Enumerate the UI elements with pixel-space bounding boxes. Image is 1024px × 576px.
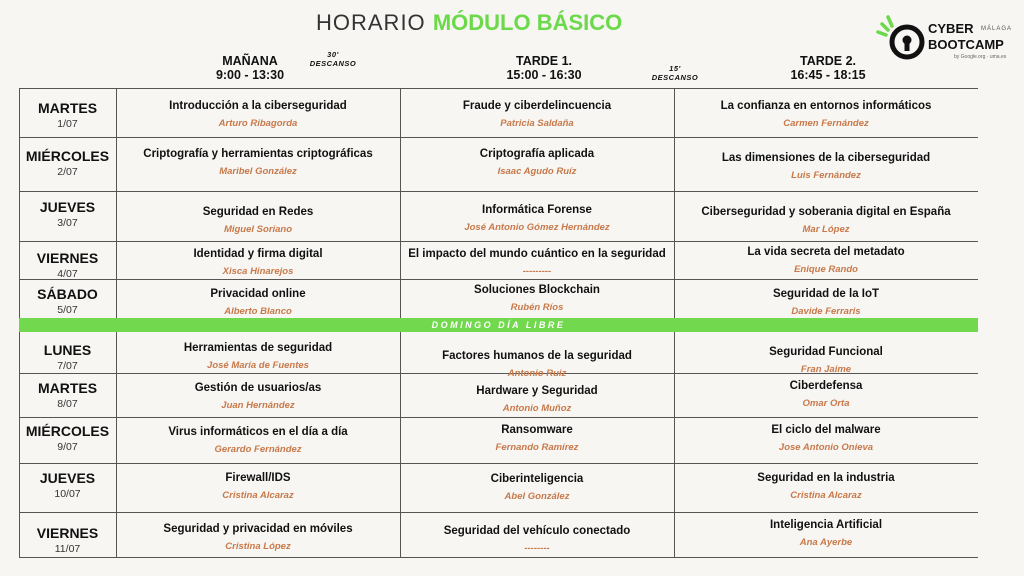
break-duration: 15': [669, 64, 681, 73]
session-title: Identidad y firma digital: [193, 248, 323, 260]
session-title: Introducción a la ciberseguridad: [169, 100, 347, 112]
session-speaker: Fran Jaime: [800, 364, 852, 375]
day-date: 8/07: [57, 398, 78, 410]
day-cell: [19, 148, 116, 178]
day-cell: [19, 250, 116, 280]
day-name: JUEVES: [39, 470, 96, 486]
session-title: La confianza en entornos informáticos: [720, 100, 932, 112]
day-cell: [19, 423, 116, 453]
day-cell: [19, 342, 116, 372]
session-cell: [116, 148, 400, 177]
session-title: Seguridad en Redes: [202, 206, 314, 218]
session-title: Firewall/IDS: [225, 472, 291, 484]
session-title: Seguridad del vehículo conectado: [443, 525, 631, 537]
session-cell: [674, 152, 978, 181]
session-cell: [674, 424, 978, 453]
table-row: [19, 418, 978, 464]
session-title: Seguridad en la industria: [757, 472, 895, 484]
session-cell: [674, 288, 978, 317]
break-duration: 30': [327, 50, 339, 59]
session-title: Criptografía y herramientas criptográficas: [143, 148, 373, 160]
day-cell: [19, 380, 116, 410]
session-title: El ciclo del malware: [771, 424, 881, 436]
session-title: Soluciones Blockchain: [474, 284, 600, 296]
day-name: MIÉRCOLES: [25, 148, 110, 164]
table-row: [19, 242, 978, 280]
session-cell: [400, 100, 674, 129]
session-speaker: Omar Orta: [802, 398, 850, 409]
logo-sponsors: by Google.org · uma.es: [954, 54, 1007, 60]
session-speaker: --------: [524, 543, 550, 554]
break-label: DESCANSO: [309, 59, 357, 68]
session-speaker: Cristina Alcaraz: [222, 490, 294, 501]
logo-line-cyber: CYBER: [928, 21, 974, 36]
session-cell: [116, 472, 400, 501]
session-cell: [400, 525, 674, 554]
session-speaker: Alberto Blanco: [224, 306, 292, 317]
day-date: 4/07: [57, 268, 78, 280]
day-date: 10/07: [54, 488, 81, 500]
morning-label: MAÑANA: [222, 54, 278, 68]
session-cell: [400, 148, 674, 177]
schedule-table: [19, 88, 978, 558]
break-label: DESCANSO: [651, 73, 699, 82]
afternoon2-hours: 16:45 - 18:15: [790, 68, 866, 82]
session-speaker: Xisca Hinarejos: [222, 266, 294, 277]
session-speaker: Juan Hernández: [221, 400, 295, 411]
afternoon2-label: TARDE 2.: [799, 54, 857, 68]
session-speaker: ---------: [522, 266, 552, 277]
day-date: 11/07: [54, 543, 81, 555]
session-speaker: Fernando Ramírez: [495, 442, 579, 453]
table-row: [19, 464, 978, 513]
session-speaker: Carmen Fernández: [783, 118, 869, 129]
session-cell: [116, 100, 400, 129]
session-speaker: Antonio Ruiz: [507, 368, 567, 379]
session-title: Factores humanos de la seguridad: [442, 350, 632, 362]
afternoon1-hours: 15:00 - 16:30: [506, 68, 582, 82]
session-cell: [674, 380, 978, 409]
title-module: MÓDULO BÁSICO: [432, 10, 623, 35]
session-speaker: Mar López: [802, 224, 850, 235]
session-title: Informática Forense: [482, 204, 592, 216]
session-cell: [674, 472, 978, 501]
session-title: Fraude y ciberdelincuencia: [462, 100, 612, 112]
session-cell: [400, 473, 674, 502]
session-title: Privacidad online: [210, 288, 306, 300]
session-speaker: Cristina Alcaraz: [790, 490, 862, 501]
session-title: Ciberdefensa: [789, 380, 863, 392]
session-speaker: Ana Ayerbe: [799, 537, 853, 548]
session-speaker: Maribel González: [219, 166, 297, 177]
day-name: LUNES: [43, 342, 92, 358]
day-name: MIÉRCOLES: [25, 423, 110, 439]
session-cell: [116, 342, 400, 371]
table-row: [19, 138, 978, 192]
day-name: SÁBADO: [37, 286, 98, 302]
table-row: [19, 334, 978, 379]
table-row: [19, 513, 978, 558]
session-speaker: Miguel Soriano: [223, 224, 293, 235]
session-cell: [674, 346, 978, 375]
table-row: [19, 192, 978, 242]
session-cell: [400, 385, 674, 414]
afternoon2-header: [774, 54, 882, 82]
day-date: 3/07: [57, 217, 78, 229]
session-speaker: Arturo Ribagorda: [218, 118, 298, 129]
table-row: [19, 280, 978, 318]
session-title: Inteligencia Artificial: [769, 519, 883, 531]
table-row: [19, 374, 978, 418]
session-cell: [116, 382, 400, 411]
session-title: El impacto del mundo cuántico en la seguridad: [408, 248, 666, 260]
session-title: Hardware y Seguridad: [476, 385, 598, 397]
table-row: [19, 88, 978, 138]
session-title: Ciberinteligencia: [490, 473, 584, 485]
session-title: Seguridad de la IoT: [772, 288, 880, 300]
session-cell: [400, 204, 674, 233]
day-name: VIERNES: [36, 525, 99, 541]
day-name: MARTES: [37, 380, 98, 396]
morning-break-note: [301, 50, 365, 68]
session-speaker: Isaac Agudo Ruíz: [497, 166, 577, 177]
session-title: Criptografía aplicada: [479, 148, 595, 160]
session-speaker: Patricia Saldaña: [500, 118, 574, 129]
session-cell: [116, 206, 400, 235]
session-title: Gestión de usuarios/as: [194, 382, 322, 394]
morning-header: [198, 54, 302, 82]
logo-line-bootcamp: BOOTCAMP: [928, 37, 1004, 52]
day-cell: [19, 286, 116, 316]
day-cell: [19, 100, 116, 130]
title-prefix: HORARIO: [316, 10, 426, 35]
session-speaker: Luis Fernández: [791, 170, 861, 181]
session-cell: [400, 424, 674, 453]
session-title: La vida secreta del metadato: [747, 246, 905, 258]
day-name: VIERNES: [36, 250, 99, 266]
free-day-banner: DOMINGO DÍA LIBRE: [19, 318, 978, 332]
session-speaker: Jose Antonio Onieva: [778, 442, 874, 453]
afternoon-break-note: [643, 64, 707, 82]
cyber-bootcamp-logo: [876, 14, 1016, 64]
session-cell: [674, 206, 978, 235]
session-title: Las dimensiones de la ciberseguridad: [721, 152, 931, 164]
session-cell: [674, 246, 978, 275]
session-title: Seguridad y privacidad en móviles: [163, 523, 353, 535]
morning-hours: 9:00 - 13:30: [215, 68, 285, 82]
session-cell: [116, 248, 400, 277]
day-cell: [19, 199, 116, 229]
session-speaker: Cristina López: [225, 541, 291, 552]
session-cell: [400, 248, 674, 277]
session-speaker: Abel González: [504, 491, 570, 502]
session-speaker: Antonio Muñoz: [502, 403, 572, 414]
afternoon1-header: [490, 54, 598, 82]
session-cell: [674, 100, 978, 129]
day-date: 1/07: [57, 118, 78, 130]
day-date: 7/07: [57, 360, 78, 372]
session-cell: [674, 519, 978, 548]
session-title: Ransomware: [501, 424, 573, 436]
day-date: 2/07: [57, 166, 78, 178]
session-title: Ciberseguridad y soberania digital en España: [701, 206, 951, 218]
session-cell: [116, 288, 400, 317]
session-title: Herramientas de seguridad: [183, 342, 333, 354]
day-date: 5/07: [57, 304, 78, 316]
session-cell: [116, 523, 400, 552]
session-speaker: Davide Ferraris: [791, 306, 861, 317]
day-name: MARTES: [37, 100, 98, 116]
page-title: [316, 10, 622, 36]
session-speaker: Rubén Ríos: [510, 302, 564, 313]
session-speaker: José María de Fuentes: [207, 360, 309, 371]
day-cell: [19, 470, 116, 500]
session-cell: [116, 426, 400, 455]
session-cell: [400, 284, 674, 313]
afternoon1-label: TARDE 1.: [515, 54, 573, 68]
lock-icon: [876, 14, 928, 64]
session-speaker: José Antonio Gómez Hernández: [464, 222, 610, 233]
logo-region: MÁLAGA: [981, 26, 1013, 32]
session-title: Seguridad Funcional: [769, 346, 883, 358]
session-speaker: Enique Rando: [794, 264, 858, 275]
day-name: JUEVES: [39, 199, 96, 215]
session-title: Virus informáticos en el día a día: [168, 426, 348, 438]
day-cell: [19, 525, 116, 555]
day-date: 9/07: [57, 441, 78, 453]
session-speaker: Gerardo Fernández: [214, 444, 302, 455]
